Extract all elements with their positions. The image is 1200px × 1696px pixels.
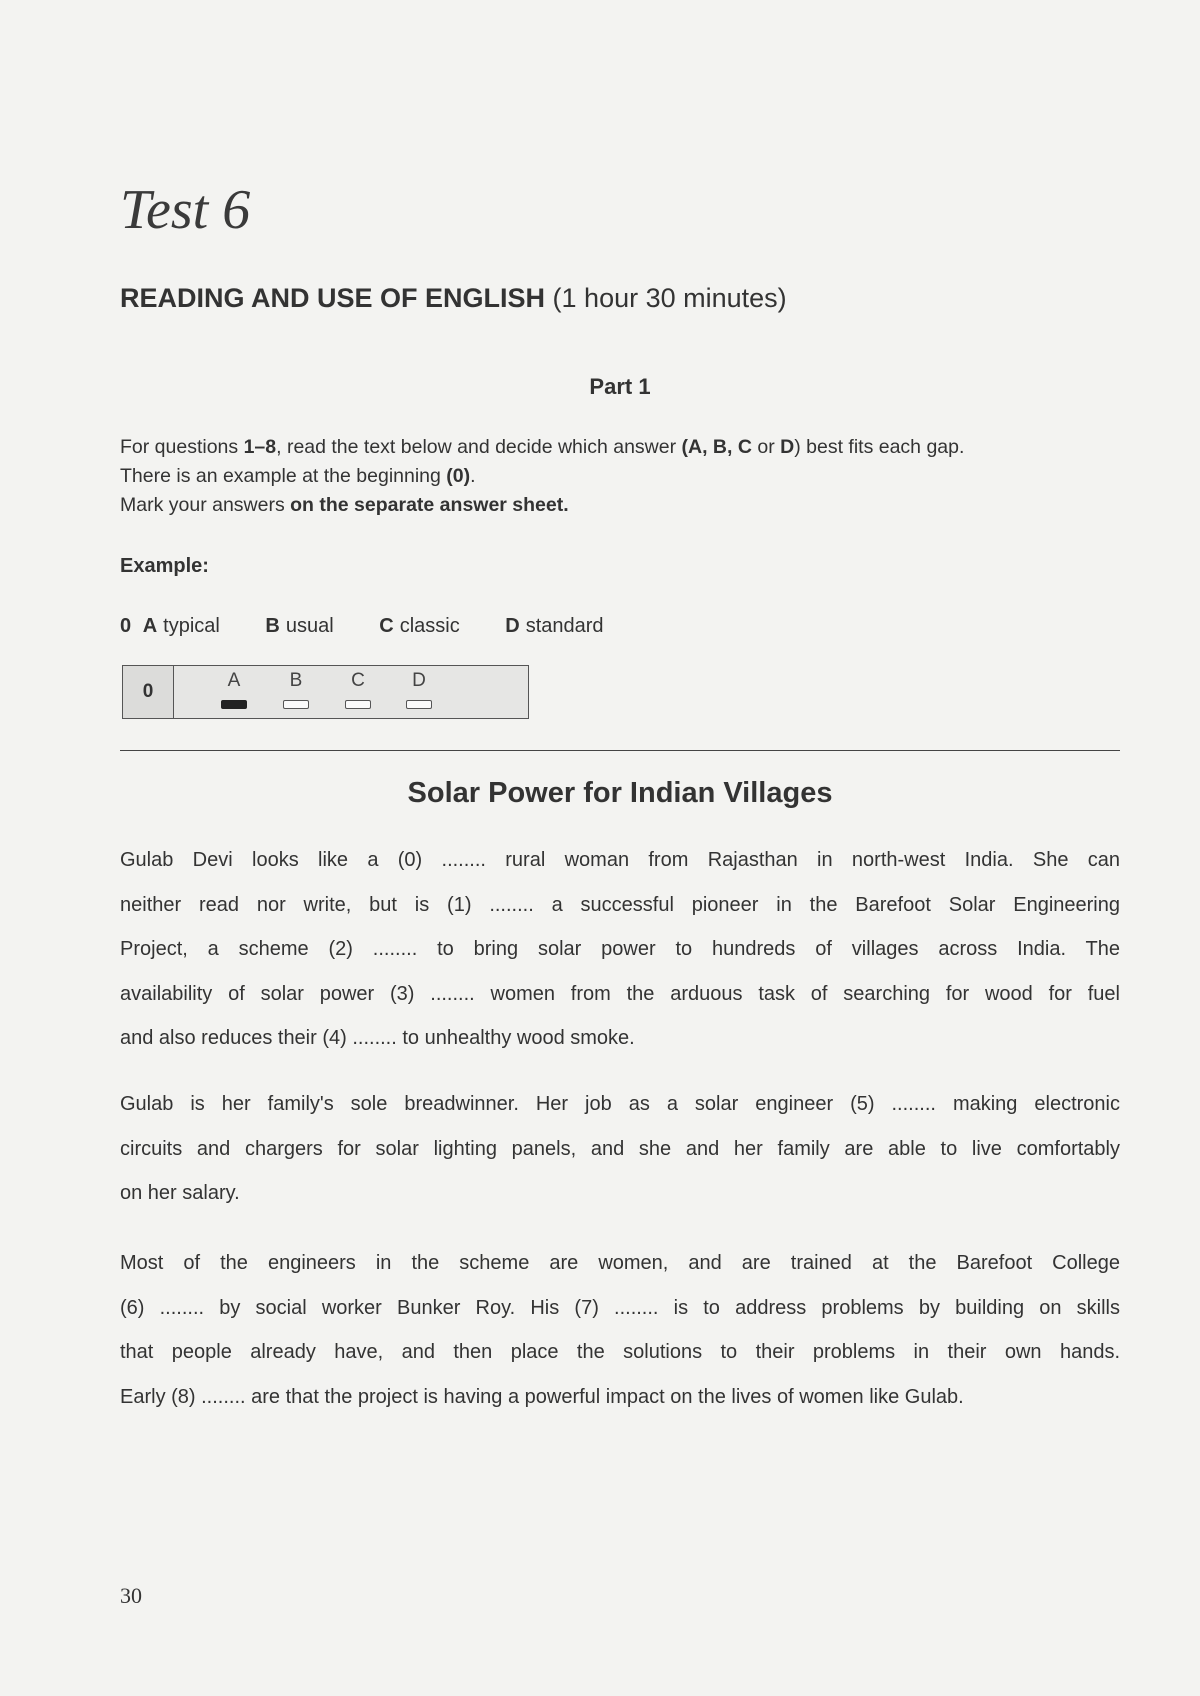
instruction-text: ) best fits each gap.: [794, 436, 965, 458]
answer-mark: [221, 700, 247, 709]
instruction-text: , read the text below and decide which answer: [276, 436, 682, 458]
instruction-text: or: [751, 436, 781, 458]
example-answer-grid: [122, 665, 529, 719]
option-d: [505, 615, 603, 638]
test-title: Test 6: [120, 179, 251, 241]
answer-cell-letter: A: [227, 670, 241, 691]
answer-letters: (A, B, C: [681, 436, 752, 458]
option-letter: A: [142, 615, 158, 637]
option-word: classic: [399, 615, 460, 637]
instruction-line-1: [120, 433, 1120, 462]
answer-cell-c[interactable]: [343, 670, 373, 709]
section-duration: (1 hour 30 minutes): [552, 283, 787, 313]
option-letter: C: [379, 615, 394, 637]
article-paragraph-3: [120, 1241, 1120, 1419]
text-line: Gulab is her family's sole breadwinner. Her job as a solar engineer (5) ........ making electronic: [120, 1093, 1120, 1115]
option-c: [379, 615, 459, 638]
article-paragraph-2: [120, 1082, 1120, 1216]
option-b: [265, 615, 333, 638]
answer-sheet-note: on the separate answer sheet.: [290, 494, 569, 516]
example-ref: (0): [446, 465, 471, 487]
article-paragraph-1: [120, 838, 1120, 1061]
text-line: that people already have, and then place the solutions to their problems in their own hands.: [120, 1341, 1120, 1363]
option-word: usual: [285, 615, 334, 637]
answer-mark: [406, 700, 432, 709]
text-line: neither read nor write, but is (1) ........ a successful pioneer in the Barefoot Solar Engineering: [120, 893, 1120, 916]
instructions: [120, 433, 1120, 520]
text-line: on her salary.: [120, 1182, 240, 1204]
instruction-text: Mark your answers: [120, 494, 291, 516]
answer-grid-cells: [174, 666, 528, 718]
article-title: Solar Power for Indian Villages: [407, 777, 833, 809]
divider: [120, 750, 1120, 751]
text-line: and also reduces their (4) ........ to unhealthy wood smoke.: [120, 1027, 635, 1049]
instruction-line-2: [120, 462, 1120, 491]
answer-cell-a[interactable]: [219, 670, 249, 709]
example-label: Example:: [120, 555, 209, 577]
text-line: Early (8) ........ are that the project is having a powerful impact on the lives of women like Gulab.: [120, 1385, 964, 1408]
text-line: availability of solar power (3) ........ women from the arduous task of searching for wood for fuel: [120, 982, 1120, 1005]
instruction-text: For questions: [120, 436, 244, 458]
text-line: Project, a scheme (2) ........ to bring solar power to hundreds of villages across India. The: [120, 938, 1120, 960]
example-options: [120, 615, 644, 638]
answer-cell-letter: B: [289, 670, 303, 691]
part-title: Part 1: [589, 374, 651, 399]
text-line: Gulab Devi looks like a (0) ........ rural woman from Rajasthan in north-west India. She can: [120, 849, 1120, 871]
option-a: [120, 615, 220, 638]
answer-letter-d: D: [780, 436, 795, 458]
option-letter: D: [505, 615, 520, 637]
instruction-text: .: [470, 465, 476, 487]
option-word: standard: [525, 615, 604, 637]
option-letter: B: [265, 615, 280, 637]
answer-cell-b[interactable]: [281, 670, 311, 709]
answer-grid-number: 0: [123, 666, 174, 718]
text-line: Most of the engineers in the scheme are women, and are trained at the Barefoot College: [120, 1252, 1120, 1274]
section-heading: [120, 283, 787, 314]
answer-cell-letter: D: [412, 670, 426, 691]
text-line: (6) ........ by social worker Bunker Roy. His (7) ........ is to address problems by building on skills: [120, 1296, 1120, 1319]
answer-cell-d[interactable]: [404, 670, 434, 709]
answer-mark: [283, 700, 309, 709]
answer-cell-letter: C: [351, 670, 365, 691]
instruction-text: There is an example at the beginning: [120, 465, 447, 487]
instruction-line-3: [120, 491, 1120, 520]
answer-mark: [345, 700, 371, 709]
option-word: typical: [163, 615, 220, 637]
page-number: 30: [120, 1583, 142, 1608]
question-range: 1–8: [243, 436, 277, 458]
example-number: 0: [120, 615, 132, 637]
section-name: READING AND USE OF ENGLISH: [120, 283, 546, 313]
text-line: circuits and chargers for solar lighting panels, and she and her family are able to live comfortably: [120, 1137, 1120, 1160]
